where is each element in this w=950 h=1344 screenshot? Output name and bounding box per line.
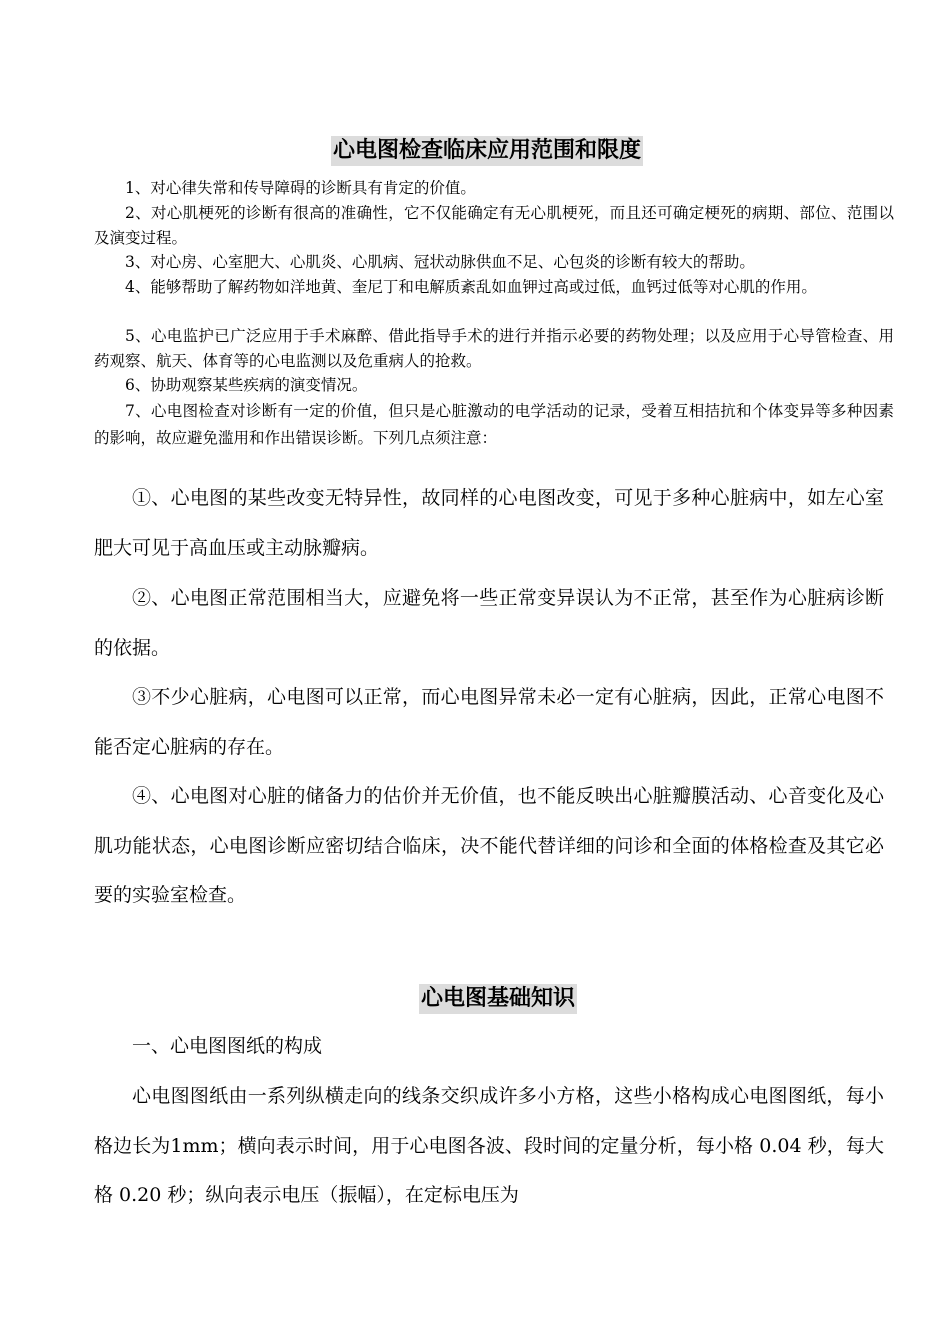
section-title-ecg-basics: 心电图基础知识	[419, 984, 577, 1014]
list-item-7: 7、心电图检查对诊断有一定的价值，但只是心脏激动的电学活动的记录，受着互相拮抗和个体变异等多种因素的影响，故应避免滥用和作出错误诊断。下列几点须注意：	[94, 402, 894, 447]
note-4: ④、心电图对心脏的储备力的估价并无价值，也不能反映出心脏瓣膜活动、心音变化及心肌功能状态，心电图诊断应密切结合临床，决不能代替详细的问诊和全面的体格检查及其它必要的实验室检查。	[94, 785, 884, 906]
list-item-1: 1、对心律失常和传导障碍的诊断具有肯定的价值。	[125, 179, 476, 197]
subheading-ecg-paper: 一、心电图图纸的构成	[132, 1035, 323, 1057]
list-item-3: 3、对心房、心室肥大、心肌炎、心肌病、冠状动脉供血不足、心包炎的诊断有较大的帮助。	[125, 253, 755, 271]
note-1: ①、心电图的某些改变无特异性，故同样的心电图改变，可见于多种心脏病中，如左心室肥大可见于高血压或主动脉瓣病。	[94, 487, 884, 559]
list-item-6: 6、协助观察某些疾病的演变情况。	[125, 376, 368, 394]
note-2: ②、心电图正常范围相当大，应避免将一些正常变异误认为不正常，甚至作为心脏病诊断的依据。	[94, 587, 884, 659]
note-3: ③不少心脏病，心电图可以正常，而心电图异常未必一定有心脏病，因此，正常心电图不能否定心脏病的存在。	[94, 686, 884, 758]
section-title-ecg-clinical-scope: 心电图检查临床应用范围和限度	[331, 136, 643, 166]
list-item-5: 5、心电监护已广泛应用于手术麻醉、借此指导手术的进行并指示必要的药物处理；以及应用于心导管检查、用药观察、航天、体育等的心电监测以及危重病人的抢救。	[94, 327, 894, 370]
list-item-4: 4、能够帮助了解药物如洋地黄、奎尼丁和电解质紊乱如血钾过高或过低，血钙过低等对心肌的作用。	[125, 278, 817, 296]
list-item-2: 2、对心肌梗死的诊断有很高的准确性，它不仅能确定有无心肌梗死，而且还可确定梗死的病期、部位、范围以及演变过程。	[94, 204, 894, 247]
paragraph-ecg-paper: 心电图图纸由一系列纵横走向的线条交织成许多小方格，这些小格构成心电图图纸，每小格边长为1mm；横向表示时间，用于心电图各波、段时间的定量分析，每小格 0.04 秒，每大格 0.20 秒；纵向表示电压（振幅），在定标电压为	[94, 1085, 884, 1206]
